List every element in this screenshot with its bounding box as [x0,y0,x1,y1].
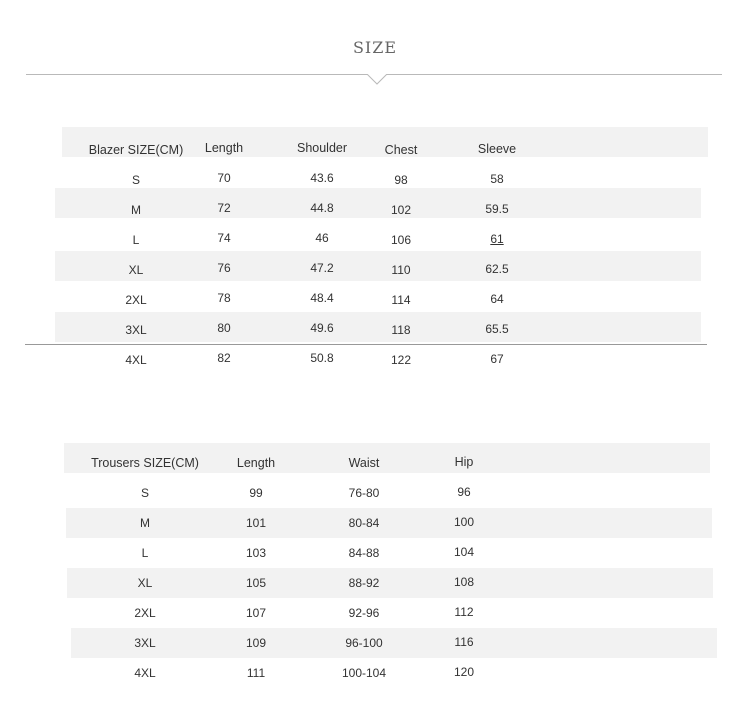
table-cell: S [140,486,150,500]
table-cell: 84-88 [348,546,380,560]
table-cell: M [131,203,141,217]
table-cell: 104 [453,545,475,559]
table-cell: 67 [490,352,504,366]
header-cell: Sleeve [477,142,517,156]
table-cell: 2XL [125,293,147,307]
table-cell: 100 [453,515,475,529]
table-cell: 50.8 [310,351,334,365]
table-cell: M [140,516,150,530]
header-cell: Chest [384,143,418,157]
table-cell: 96-100 [345,636,383,650]
table-cell: 105 [245,576,267,590]
table-cell: 49.6 [310,321,334,335]
table-cell: 3XL [134,636,156,650]
table-row [64,658,710,688]
table-cell: 102 [390,203,412,217]
table-cell: 118 [391,323,411,337]
table-cell: 47.2 [310,261,334,275]
table-cell: 103 [245,546,267,560]
table-cell: 110 [391,263,411,277]
table-cell: S [131,173,141,187]
table-cell: 92-96 [348,606,380,620]
table-cell: 88-92 [348,576,380,590]
table-row [66,508,712,538]
header-cell: Waist [348,456,380,470]
table-cell: 43.6 [310,171,334,185]
table-cell: L [132,233,140,247]
header-cell: Length [204,141,244,155]
table-cell: 46 [315,231,329,245]
table-cell: 72 [217,201,231,215]
header-cell: Length [236,456,276,470]
table-cell: 82 [217,351,231,365]
table-row [71,628,717,658]
table-cell: 65.5 [485,322,509,336]
table-cell: 114 [391,293,411,307]
table-cell: XL [128,263,144,277]
table-cell: 99 [249,486,263,500]
table-cell: 2XL [134,606,156,620]
table-cell: 80-84 [348,516,380,530]
table-cell: 61 [490,232,504,246]
table-cell: 106 [390,233,412,247]
table-cell: 62.5 [485,262,509,276]
header-cell: Hip [454,455,474,469]
table-cell: 70 [217,171,231,185]
header-cell: Shoulder [296,141,348,155]
table-cell: L [141,546,149,560]
table-cell: 120 [453,665,475,679]
table-cell: 78 [217,291,231,305]
table-cell: 64 [490,292,504,306]
header-cell: Trousers SIZE(CM) [91,456,199,470]
page-title: SIZE [352,38,398,57]
table-row [64,538,710,568]
table-row [64,478,710,508]
table-cell: 100-104 [341,666,387,680]
table-row [64,598,710,628]
table-cell: 80 [217,321,231,335]
table-cell: 116 [454,635,474,649]
table-cell: 107 [245,606,267,620]
table-cell: 122 [390,353,412,367]
table-cell: 96 [457,485,471,499]
table-cell: 111 [246,666,266,680]
table-cell: 76 [217,261,231,275]
table-cell: 109 [245,636,267,650]
table-cell: 58 [490,172,504,186]
table-cell: 112 [454,605,474,619]
table-cell: 3XL [125,323,147,337]
table-cell: 76-80 [348,486,380,500]
table-cell: 48.4 [310,291,334,305]
table-cell: 44.8 [310,201,334,215]
table-cell: XL [137,576,153,590]
table-cell: 59.5 [485,202,509,216]
header-cell: Blazer SIZE(CM) [88,143,184,157]
table-cell: 101 [245,516,267,530]
table-cell: 108 [453,575,475,589]
table-cell: 98 [394,173,408,187]
table-row [67,568,713,598]
table-cell: 74 [217,231,231,245]
table-cell: 4XL [134,666,156,680]
table-header-row [64,443,710,473]
table-cell: 4XL [125,353,147,367]
